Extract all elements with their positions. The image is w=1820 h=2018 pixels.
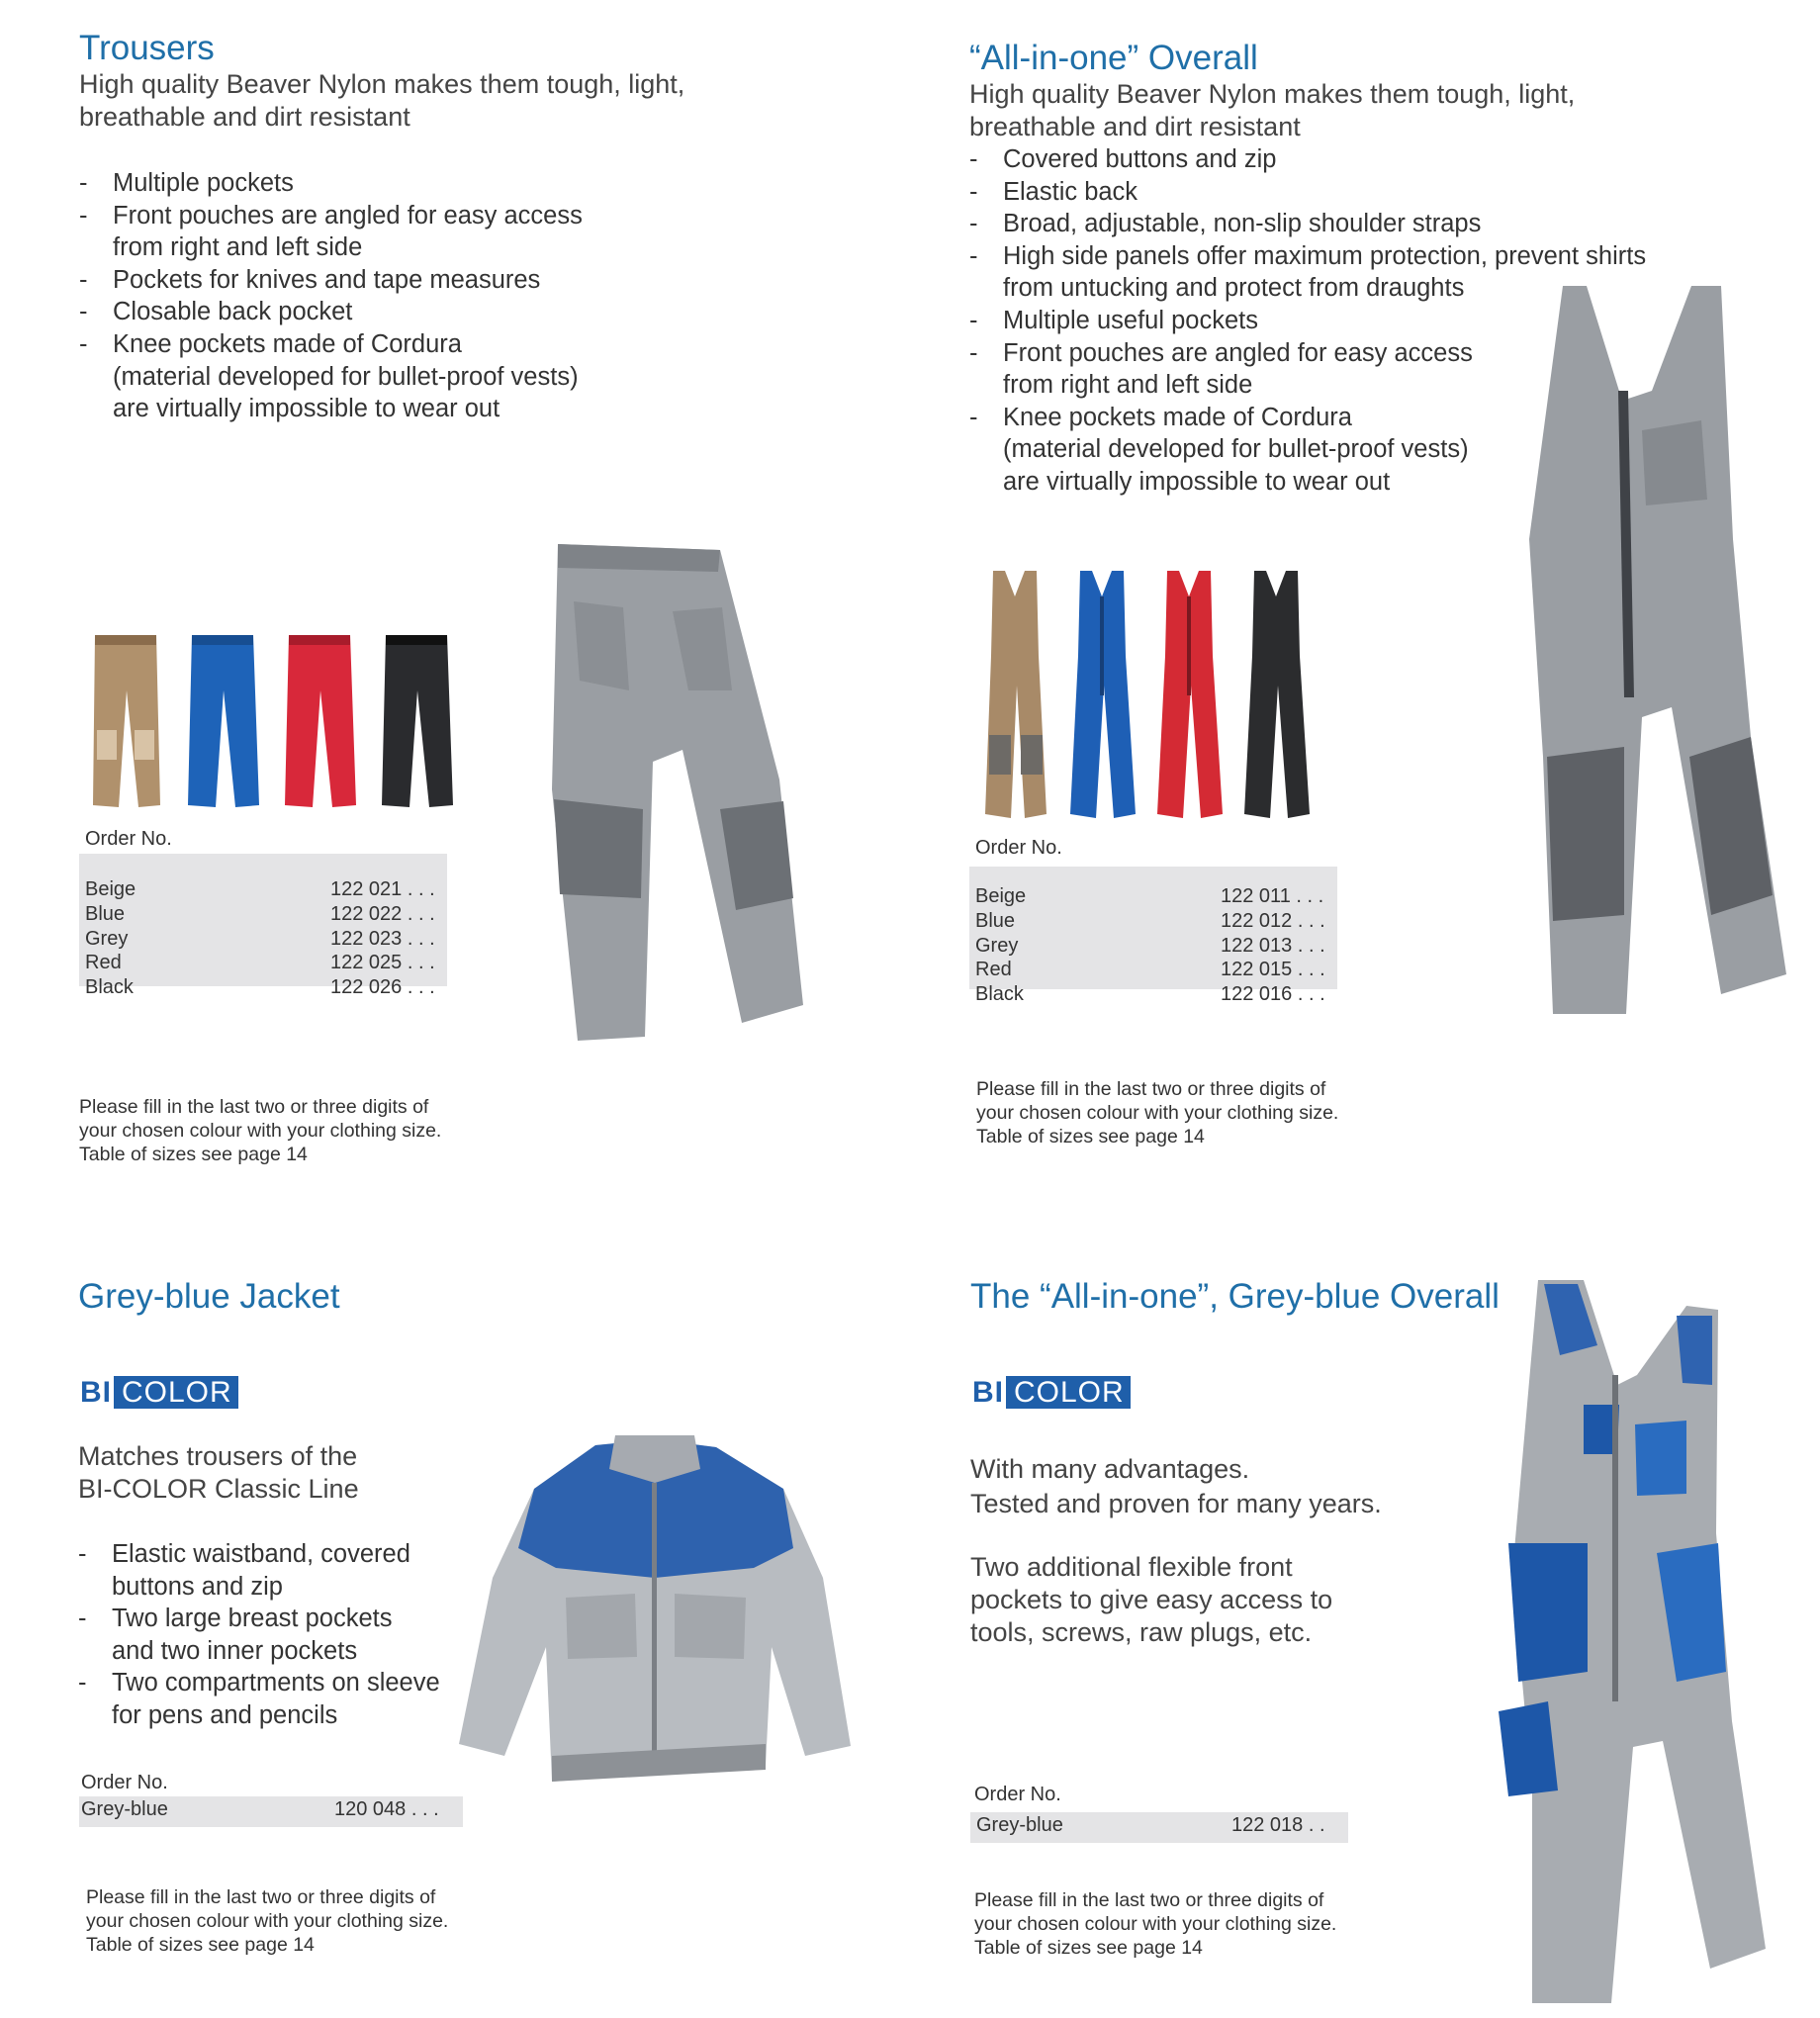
feature-item: - Multiple useful pockets xyxy=(969,305,1646,337)
logo-color: COLOR xyxy=(1010,1376,1131,1409)
feature-item: - Multiple pockets xyxy=(79,167,583,200)
feature-item: - Pockets for knives and tape measures xyxy=(79,264,583,297)
feature-item: - Broad, adjustable, non-slip shoulder straps xyxy=(969,208,1646,240)
order-row: Red 122 015 . . . xyxy=(975,959,1325,981)
jacket-title: Grey-blue Jacket xyxy=(78,1277,340,1316)
overall-grey-image xyxy=(1513,282,1800,1014)
overall-blue-image xyxy=(1062,567,1141,824)
trousers-order-table xyxy=(79,854,447,999)
overall-colour-variants xyxy=(975,567,1321,824)
order-row: Grey-blue 120 048 . . . xyxy=(81,1798,439,1820)
greyblue-overall-subtitle: With many advantages. Tested and proven for many years. xyxy=(970,1454,1382,1518)
feature-item: - Elastic back xyxy=(969,176,1646,209)
jacket-size-note: Please fill in the last two or three digits of your chosen colour with your clothing size. Table of sizes see page 14 xyxy=(86,1886,449,1956)
trousers-title: Trousers xyxy=(79,29,215,67)
order-row: Blue 122 012 . . . xyxy=(975,909,1325,932)
trousers-subtitle xyxy=(79,68,684,134)
greyblue-overall-image xyxy=(1489,1276,1771,2003)
greyblue-overall-title: The “All-in-one”, Grey-blue Overall xyxy=(970,1277,1500,1316)
feature-item: - Closable back pocket xyxy=(79,296,583,328)
feature-item: - Covered buttons and zip xyxy=(969,143,1646,176)
overall-order-label: Order No. xyxy=(975,837,1062,859)
trousers-beige-image xyxy=(81,631,168,811)
bicolor-logo xyxy=(78,1376,238,1409)
feature-item: - Two compartments on sleeve for pens and pencils xyxy=(78,1667,440,1731)
overall-red-image xyxy=(1149,567,1228,824)
jacket-subtitle: Matches trousers of the BI-COLOR Classic Line xyxy=(78,1441,359,1504)
bicolor-logo xyxy=(970,1376,1131,1409)
overall-order-table xyxy=(969,867,1337,1006)
greyblue-overall-description: Two additional flexible front pockets to give easy access to tools, screws, raw plugs, etc. xyxy=(970,1552,1333,1647)
jacket-image xyxy=(457,1429,853,1795)
feature-item: - High side panels offer maximum protection, prevent shirts from untucking and protect from draughts xyxy=(969,240,1646,305)
feature-item: - Front pouches are angled for easy access from right and left side xyxy=(969,337,1646,402)
trousers-grey-image xyxy=(534,542,811,1047)
trousers-blue-image xyxy=(178,631,265,811)
logo-bi: BI xyxy=(972,1376,1004,1409)
feature-item: - Knee pockets made of Cordura (material developed for bullet-proof vests) are virtually impossible to wear out xyxy=(969,402,1646,499)
trousers-size-note: Please fill in the last two or three digits of your chosen colour with your clothing size. Table of sizes see page 14 xyxy=(79,1096,442,1165)
trousers-black-image xyxy=(372,631,459,811)
order-row: Beige 122 011 . . . xyxy=(975,885,1324,907)
overall-size-note: Please fill in the last two or three digits of your chosen colour with your clothing size. Table of sizes see page 14 xyxy=(976,1078,1339,1147)
feature-item: - Elastic waistband, covered buttons and zip xyxy=(78,1538,440,1603)
greyblue-overall-order-table xyxy=(970,1812,1348,1843)
feature-item: - Front pouches are angled for easy access from right and left side xyxy=(79,200,583,264)
subtitle-line: breathable and dirt resistant xyxy=(79,102,410,132)
logo-bi: BI xyxy=(80,1376,112,1409)
overall-black-image xyxy=(1236,567,1316,824)
logo-color: COLOR xyxy=(118,1376,238,1409)
order-row: Red 122 025 . . . xyxy=(85,952,435,974)
order-row: Grey-blue 122 018 . . xyxy=(976,1814,1325,1836)
order-row: Black 122 016 . . . xyxy=(975,983,1325,1006)
trousers-red-image xyxy=(275,631,362,811)
order-row: Black 122 026 . . . xyxy=(85,976,435,999)
trousers-colour-variants xyxy=(81,631,467,811)
feature-item: - Knee pockets made of Cordura (material developed for bullet-proof vests) are virtually impossible to wear out xyxy=(79,328,583,425)
order-row: Beige 122 021 . . . xyxy=(85,878,435,900)
overall-title: “All-in-one” Overall xyxy=(969,39,1258,77)
order-row: Blue 122 022 . . . xyxy=(85,902,435,925)
trousers-order-label: Order No. xyxy=(85,828,172,850)
greyblue-overall-size-note: Please fill in the last two or three digits of your chosen colour with your clothing size. Table of sizes see page 14 xyxy=(974,1889,1337,1959)
subtitle-line: High quality Beaver Nylon makes them tough, light, xyxy=(79,69,685,99)
overall-subtitle: High quality Beaver Nylon makes them tough, light, breathable and dirt resistant xyxy=(969,79,1576,141)
order-row: Grey 122 023 . . . xyxy=(85,927,435,950)
jacket-feature-list xyxy=(78,1538,440,1732)
greyblue-overall-order-label: Order No. xyxy=(974,1784,1061,1805)
overall-beige-image xyxy=(975,567,1054,824)
feature-item: - Two large breast pockets and two inner pockets xyxy=(78,1603,440,1667)
order-row: Grey 122 013 . . . xyxy=(975,934,1325,957)
jacket-order-label: Order No. xyxy=(81,1772,168,1793)
jacket-order-table xyxy=(79,1796,463,1827)
trousers-feature-list xyxy=(79,167,583,425)
